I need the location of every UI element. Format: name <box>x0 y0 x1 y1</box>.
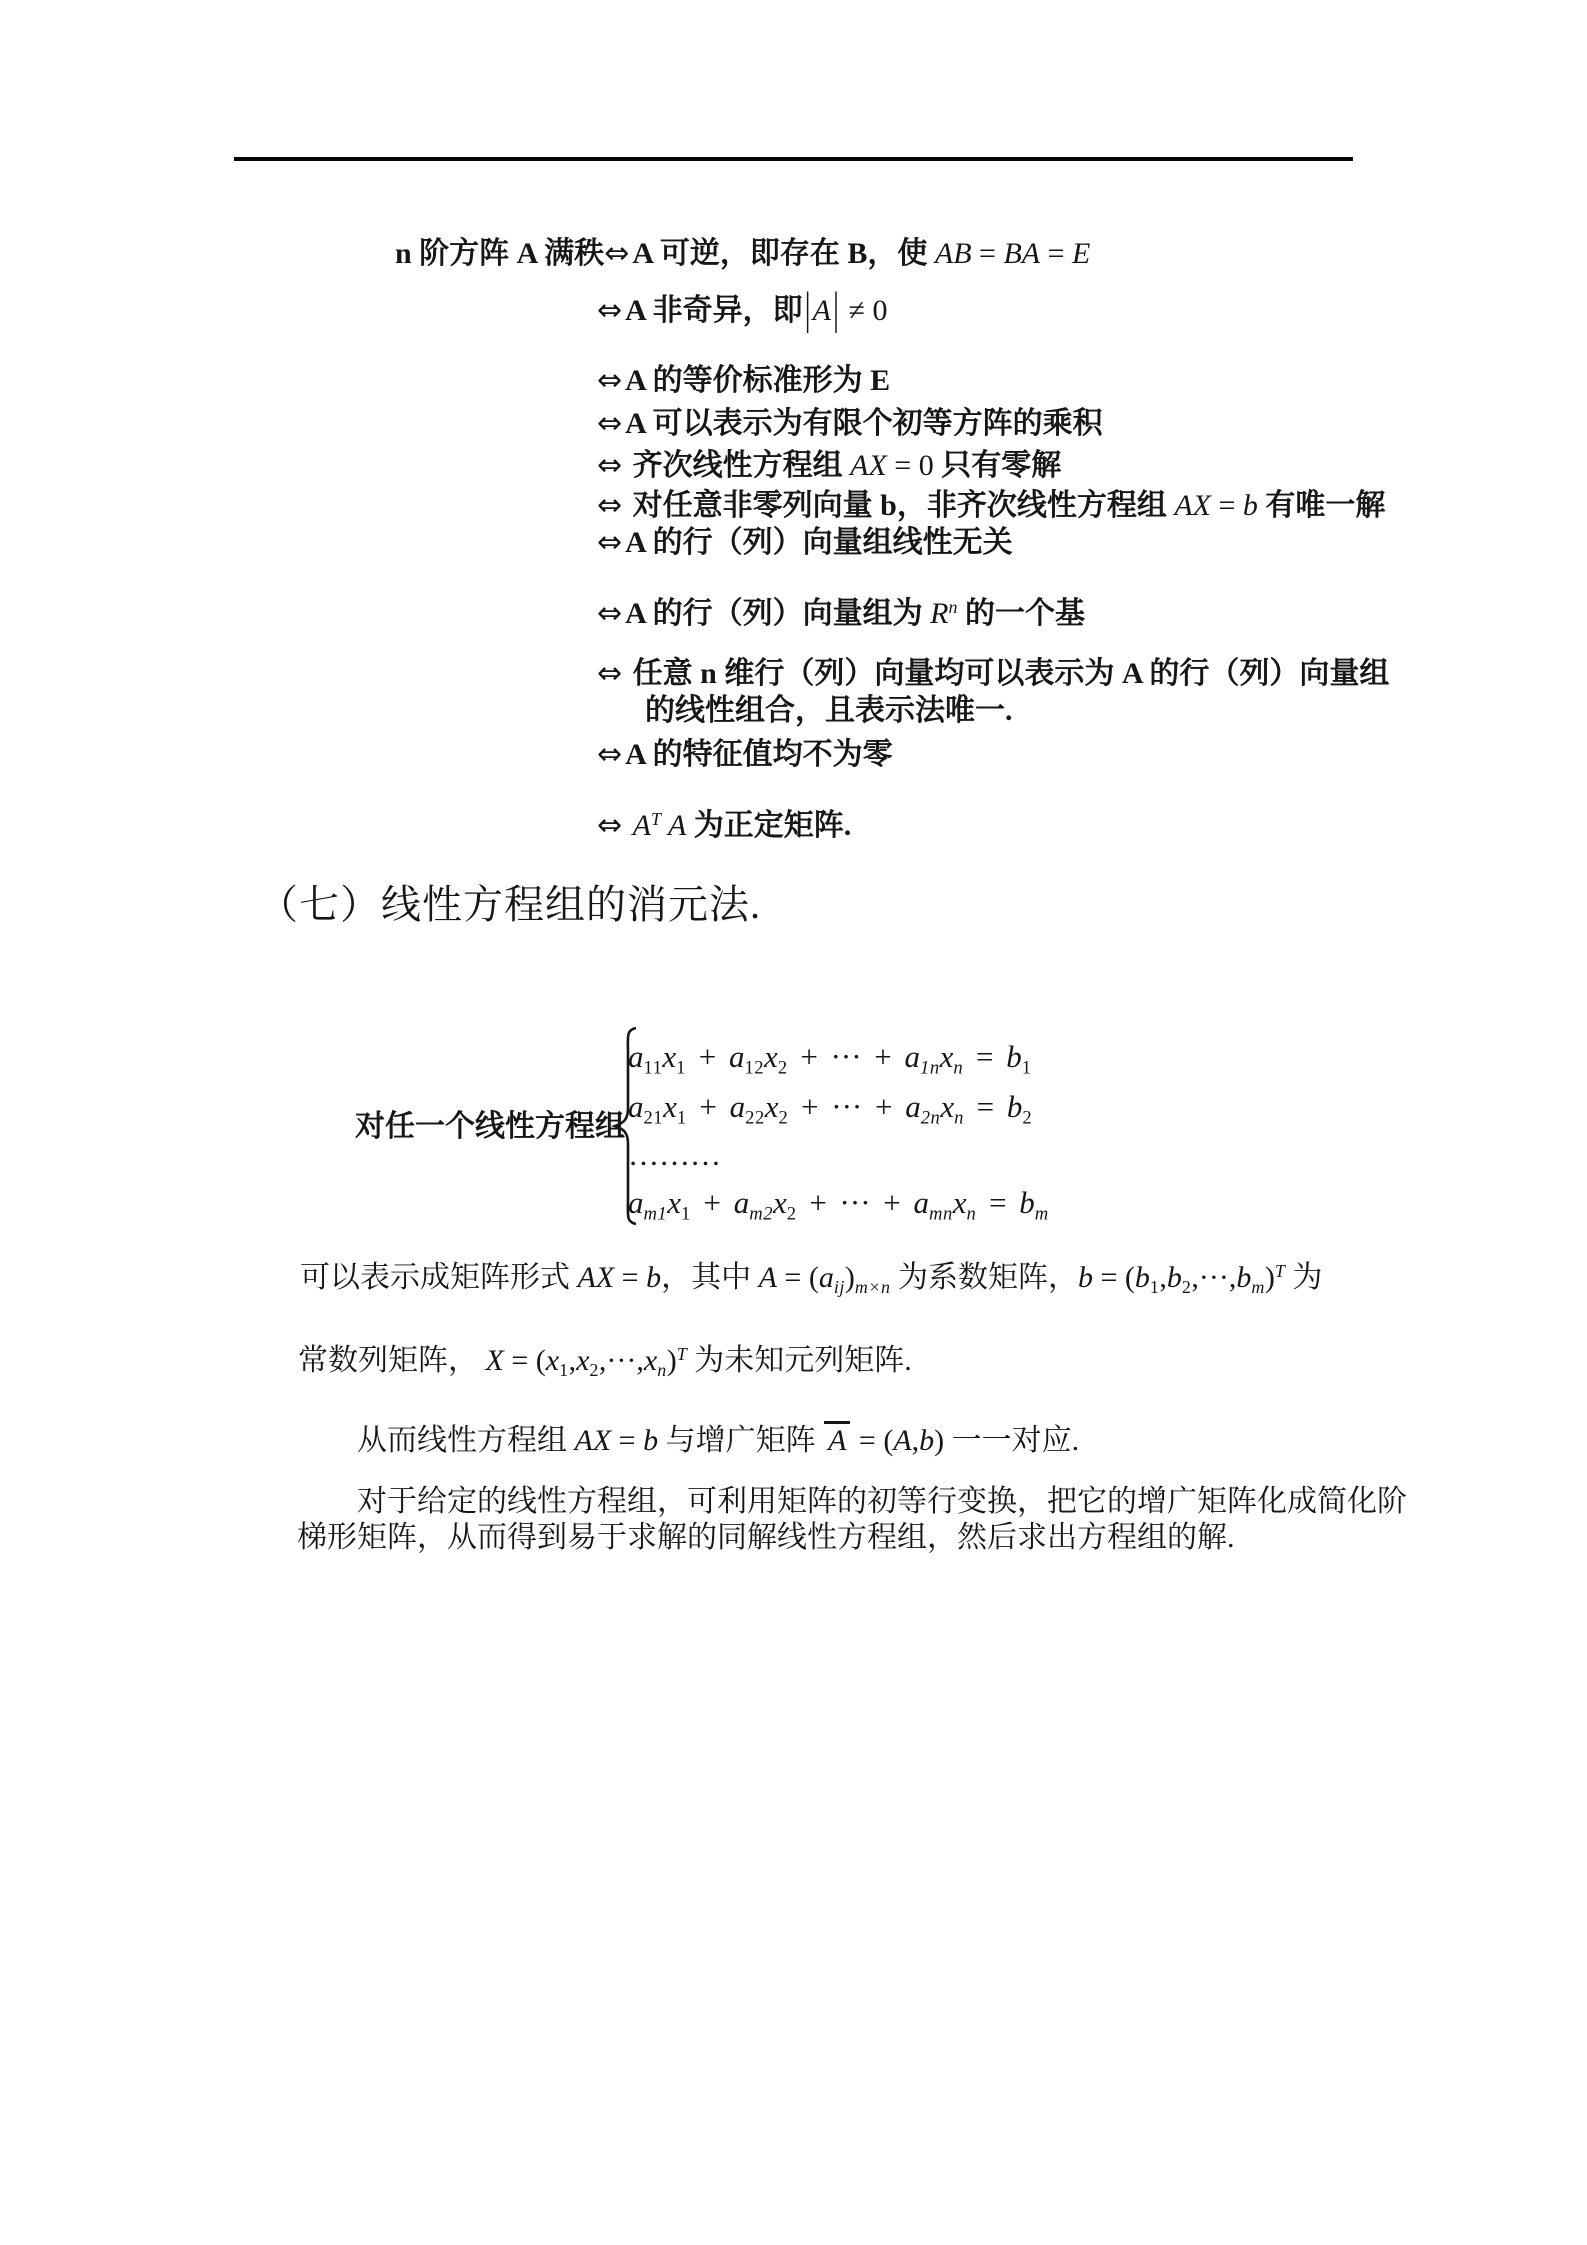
system-label: 对任一个线性方程组 <box>355 1110 625 1143</box>
equiv-vectors-basis-line: ⇔ A 的行（列）向量组为 $R^n$ 的一个基 <box>597 595 1085 631</box>
equiv-standard-form-line: ⇔ A 的等价标准形为 E <box>597 363 891 398</box>
paragraph-augmented-matrix: 从而线性方程组 AX = b 与增广矩阵 A = (A,b) 一一对应. <box>357 1421 1079 1459</box>
system-equation-row-dots: ……… <box>628 1137 721 1172</box>
equiv-elementary-product-line: ⇔ A 可以表示为有限个初等方阵的乘积 <box>597 406 1103 441</box>
equiv-representation-line: ⇔ 任意 n 维行（列）向量均可以表示为 A 的行（列）向量组 <box>597 656 1390 691</box>
equiv-eigenvalues-line: ⇔ A 的特征值均不为零 <box>597 737 893 772</box>
equiv-homogeneous-zero-line: ⇔ 齐次线性方程组 AX = 0 只有零解 <box>597 448 1062 483</box>
system-equation-row-m: $a_{m1}x_1 + a_{m2}x_2$ + ··· + $a_{mn}x_n = b_m$ <box>628 1185 1049 1225</box>
paragraph-unknown-matrix: 常数列矩阵， $X = (x_1,x_2,\cdot\cdot\cdot,x_n)^T$ 为未知元列矩阵. <box>298 1343 912 1381</box>
system-equation-row-1: $a_{11}x_1 + a_{12}x_2$ + ··· + $a_{1n}x_n = b_1$ <box>628 1039 1032 1079</box>
equiv-nonsingular-line: ⇔ A 非奇异，即|A| ≠ 0 <box>597 284 888 335</box>
paragraph-elimination-1: 对于给定的线性方程组，可利用矩阵的初等行变换，把它的增广矩阵化成简化阶 <box>357 1485 1407 1518</box>
section-heading: （七）线性方程组的消元法. <box>258 882 761 927</box>
header-rule <box>234 157 1353 161</box>
paragraph-matrix-form: 可以表示成矩阵形式 AX = b，其中 $A = (a_{ij})_{m\times n}$ 为系数矩阵，$b = (b_1,b_2,\cdot\cdot\cdot,b_m)^T$ 为 <box>300 1260 1323 1298</box>
equiv-full-rank-invertible-line: n 阶方阵 A 满秩⇔ A 可逆，即存在 B，使 AB = BA = E <box>395 236 1091 271</box>
equiv-representation-line-cont: 的线性组合，且表示法唯一. <box>645 694 1013 727</box>
system-equation-row-2: $a_{21}x_1 + a_{22}x_2$ + ··· + $a_{2n}x_n = b_2$ <box>628 1089 1033 1129</box>
equiv-vectors-independent-line: ⇔ A 的行（列）向量组线性无关 <box>597 525 1013 560</box>
equiv-unique-solution-line: ⇔ 对任意非零列向量 b，非齐次线性方程组 AX = b 有唯一解 <box>597 488 1386 523</box>
paragraph-elimination-2: 梯形矩阵，从而得到易于求解的同解线性方程组，然后求出方程组的解. <box>297 1521 1235 1554</box>
equiv-positive-definite-line: ⇔ $A^T$ A 为正定矩阵. <box>597 807 852 843</box>
